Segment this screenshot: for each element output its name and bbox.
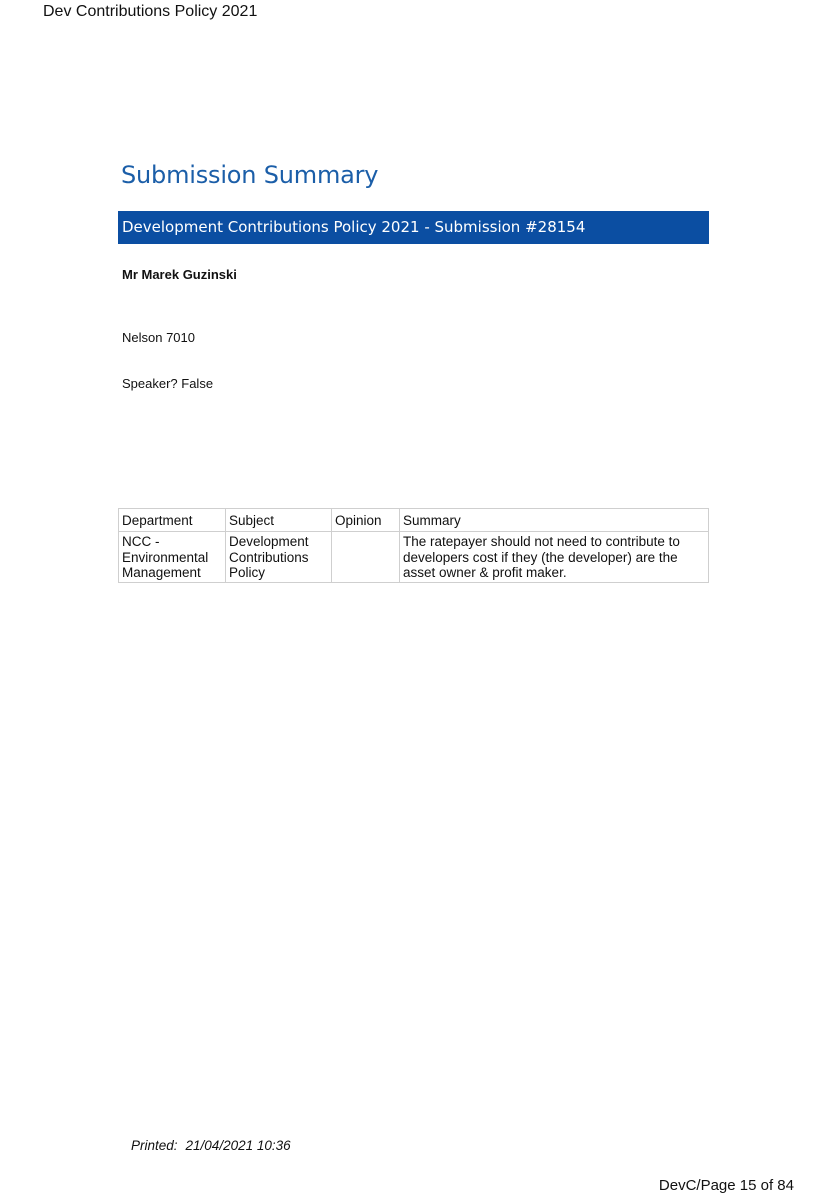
cell-subject: Development Contributions Policy [226, 532, 332, 583]
cell-department: NCC - Environmental Management [119, 532, 226, 583]
submitter-name: Mr Marek Guzinski [122, 267, 237, 282]
column-header-summary: Summary [400, 509, 709, 532]
document-header-title: Dev Contributions Policy 2021 [43, 3, 258, 20]
table-row [119, 532, 709, 583]
column-header-subject: Subject [226, 509, 332, 532]
cell-opinion [332, 532, 400, 583]
page-title: Submission Summary [121, 161, 379, 189]
printed-timestamp [131, 1138, 291, 1153]
cell-summary: The ratepayer should not need to contribute to developers cost if they (the developer) are the asset owner & profit maker. [400, 532, 709, 583]
column-header-opinion: Opinion [332, 509, 400, 532]
submission-table [118, 508, 709, 583]
column-header-department: Department [119, 509, 226, 532]
printed-value: 21/04/2021 10:36 [185, 1138, 291, 1153]
page-number: DevC/Page 15 of 84 [658, 1177, 794, 1194]
table-header-row [119, 509, 709, 532]
submission-banner: Development Contributions Policy 2021 - Submission #28154 [118, 211, 709, 244]
submitter-address: Nelson 7010 [122, 330, 195, 345]
printed-label: Printed: [131, 1138, 178, 1153]
speaker-status: Speaker? False [122, 376, 214, 391]
